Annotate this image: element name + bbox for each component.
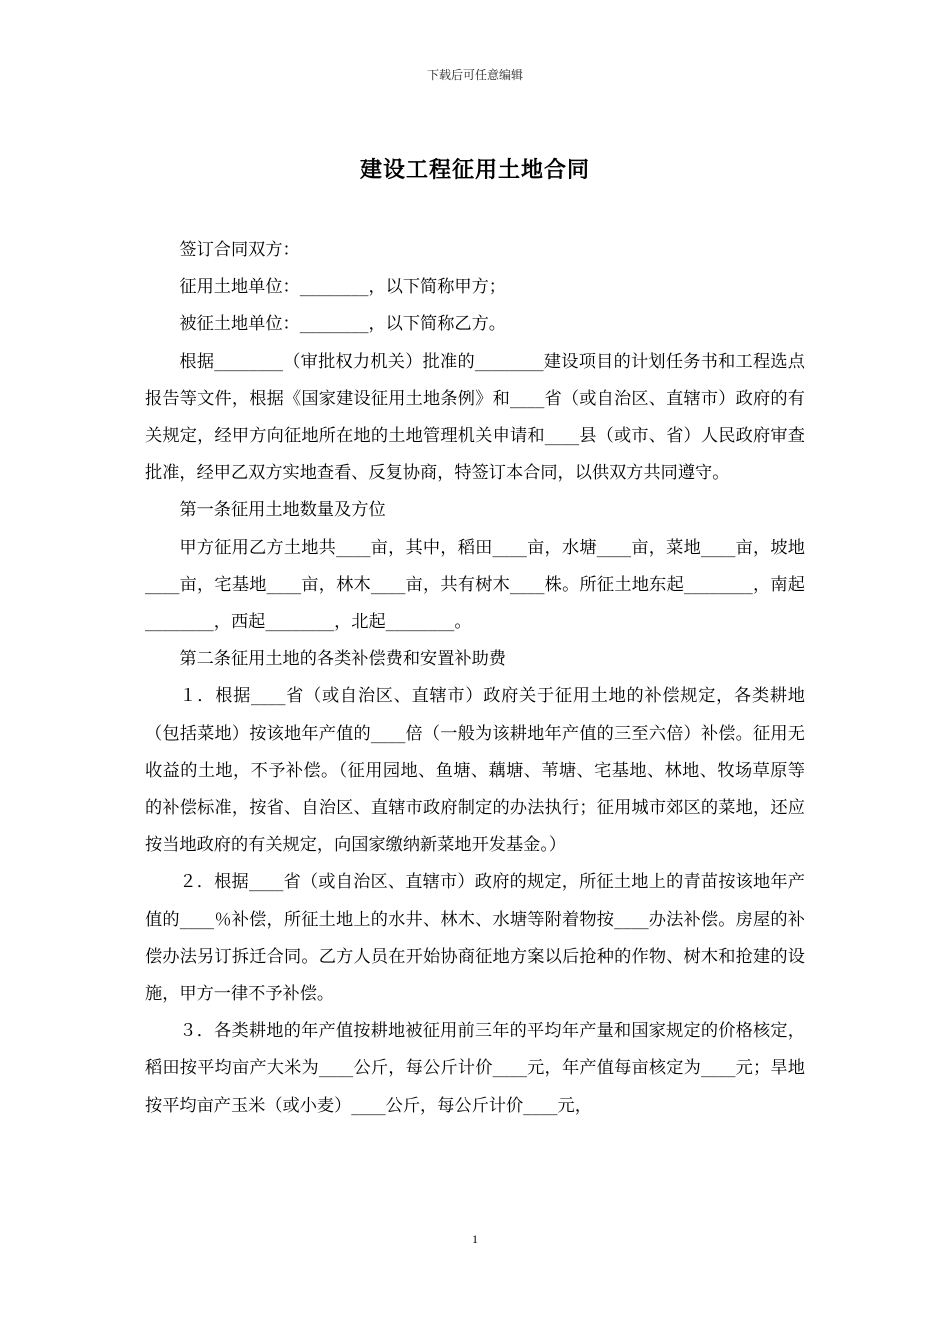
header-note: 下载后可任意编辑 (426, 68, 523, 82)
article-2-clause-3: ３．各类耕地的年产值按耕地被征用前三年的平均年产量和国家规定的价格核定，稻田按平均亩产大米为____公斤，每公斤计价____元，年产值每亩核定为____元；旱地按平均亩产玉米（或小麦）____公斤，每公斤计价____元， (145, 1021, 805, 1116)
paragraph-preamble: 根据________（审批权力机关）批准的________建设项目的计划任务书和工程选点报告等文件，根据《国家建设征用土地条例》和____省（或自治区、直辖市）政府的有关规定，经甲方向征地所在地的土地管理机关申请和____县（或市、省）人民政府审查批准，经甲乙双方实地查看、反复协商，特签订本合同，以供双方共同遵守。 (145, 351, 805, 484)
article-1-body: 甲方征用乙方土地共____亩，其中，稻田____亩，水塘____亩，菜地____亩，坡地____亩，宅基地____亩，林木____亩，共有树木____株。所征土地东起________，南起________，西起________，北起________。 (145, 537, 805, 633)
paragraph-party-b: 被征土地单位：________，以下简称乙方。 (179, 314, 506, 335)
article-1-heading: 第一条征用土地数量及方位 (179, 500, 386, 521)
article-2-heading: 第二条征用土地的各类补偿费和安置补助费 (179, 649, 506, 670)
page-number: 1 (472, 1232, 478, 1246)
contract-body (145, 232, 805, 1125)
article-2-clause-1: １．根据____省（或自治区、直辖市）政府关于征用土地的补偿规定，各类耕地（包括菜地）按该地年产值的____倍（一般为该耕地年产值的三至六倍）补偿。征用无收益的土地，不予补偿。（征用园地、鱼塘、藕塘、苇塘、宅基地、林地、牧场草原等的补偿标准，按省、自治区、直辖市政府制定的办法执行；征用城市郊区的菜地，还应按当地政府的有关规定，向国家缴纳新菜地开发基金。） (145, 686, 805, 856)
paragraph-party-a: 征用土地单位：________，以下简称甲方； (179, 277, 506, 298)
document-title: 建设工程征用土地合同 (359, 158, 590, 183)
article-2-clause-2: ２．根据____省（或自治区、直辖市）政府的规定，所征土地上的青苗按该地年产值的____％补偿，所征土地上的水井、林木、水塘等附着物按____办法补偿。房屋的补偿办法另订拆迁合同。乙方人员在开始协商征地方案以后抢种的作物、树木和抢建的设施，甲方一律不予补偿。 (145, 872, 805, 1005)
paragraph-parties-intro: 签订合同双方： (179, 240, 300, 260)
